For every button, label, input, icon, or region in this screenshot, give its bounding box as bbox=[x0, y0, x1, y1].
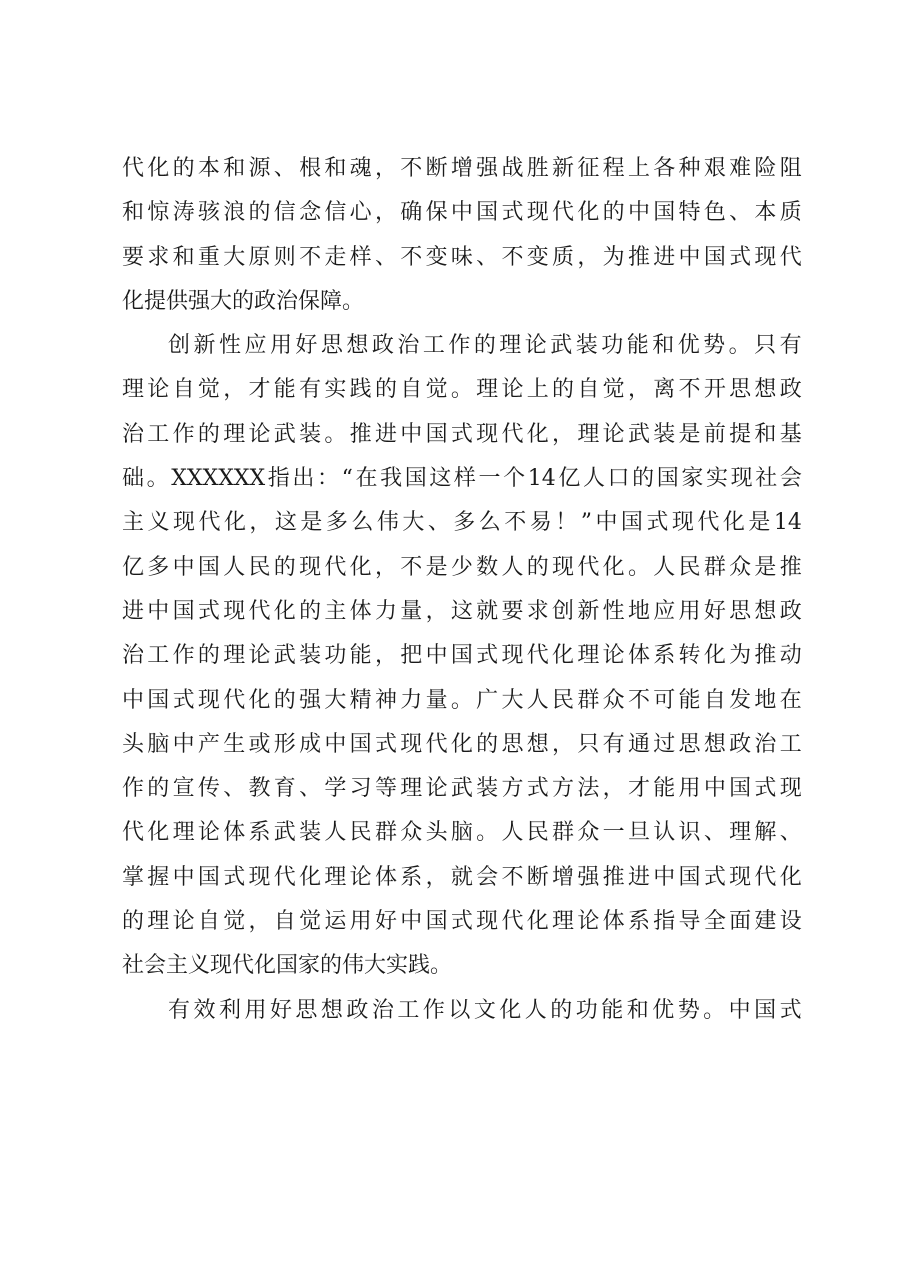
document-body bbox=[122, 147, 802, 1033]
text-line-3: 要 求 和 重 大 原 则 不 走 样 、 不 变 味 、 不 变 质 ， 为 推 进 中 国 式 现 代 bbox=[122, 244, 802, 270]
text-line-18: 的 理 论 自 觉 ， 自 觉 运 用 好 中 国 式 现 代 化 理 论 体 系 指 导 全 面 建 设 bbox=[122, 909, 802, 935]
text-line-14: 头 脑 中 产 生 或 形 成 中 国 式 现 代 化 的 思 想 ， 只 有 通 过 思 想 政 治 工 bbox=[122, 731, 802, 757]
text-line-19: 社会主义现代化国家的伟大实践。 bbox=[122, 953, 453, 979]
text-line-6: 理 论 自 觉 ， 才 能 有 实 践 的 自 觉 。 理 论 上 的 自 觉 ， 离 不 开 思 想 政 bbox=[122, 377, 802, 403]
text-line-11: 进 中 国 式 现 代 化 的 主 体 力 量 ， 这 就 要 求 创 新 性 地 应 用 好 思 想 政 bbox=[122, 598, 802, 624]
paragraph-3-first-line: 有 效 利 用 好 思 想 政 治 工 作 以 文 化 人 的 功 能 和 优 势 。 中 国 式 bbox=[168, 997, 802, 1023]
text-line-1: 代 化 的 本 和 源 、 根 和 魂 ， 不 断 增 强 战 胜 新 征 程 上 各 种 艰 难 险 阻 bbox=[122, 156, 802, 181]
text-line-13: 中 国 式 现 代 化 的 强 大 精 神 力 量 。 广 大 人 民 群 众 不 可 能 自 发 地 在 bbox=[122, 687, 802, 713]
text-line-15: 作 的 宣 传 、 教 育 、 学 习 等 理 论 武 装 方 式 方 法 ， 才 能 用 中 国 式 现 bbox=[122, 776, 802, 802]
text-line-17: 掌 握 中 国 式 现 代 化 理 论 体 系 ， 就 会 不 断 增 强 推 进 中 国 式 现 代 化 bbox=[122, 864, 802, 890]
text-line-8: 础 。 XXXXXX 指 出 ： “ 在 我 国 这 样 一 个 14 亿 人 口 的 国 家 实 现 社 会 bbox=[122, 466, 802, 492]
text-line-16: 代 化 理 论 体 系 武 装 人 民 群 众 头 脑 。 人 民 群 众 一 旦 认 识 、 理 解 、 bbox=[122, 820, 802, 846]
text-line-9: 主 义 现 代 化 ， 这 是 多 么 伟 大 、 多 么 不 易 ！ ” 中 国 式 现 代 化 是 14 bbox=[122, 510, 802, 536]
text-line-7: 治 工 作 的 理 论 武 装 。 推 进 中 国 式 现 代 化 ， 理 论 武 装 是 前 提 和 基 bbox=[122, 421, 802, 447]
text-line-2: 和 惊 涛 骇 浪 的 信 念 信 心 ， 确 保 中 国 式 现 代 化 的 中 国 特 色 、 本 质 bbox=[122, 200, 802, 226]
paragraph-2-first-line: 创 新 性 应 用 好 思 想 政 治 工 作 的 理 论 武 装 功 能 和 优 势 。 只 有 bbox=[168, 333, 802, 359]
text-line-4: 化提供强大的政治保障。 bbox=[122, 288, 365, 314]
text-line-12: 治 工 作 的 理 论 武 装 功 能 ， 把 中 国 式 现 代 化 理 论 体 系 转 化 为 推 动 bbox=[122, 643, 802, 669]
text-line-10: 亿 多 中 国 人 民 的 现 代 化 ， 不 是 少 数 人 的 现 代 化 。 人 民 群 众 是 推 bbox=[122, 554, 802, 580]
